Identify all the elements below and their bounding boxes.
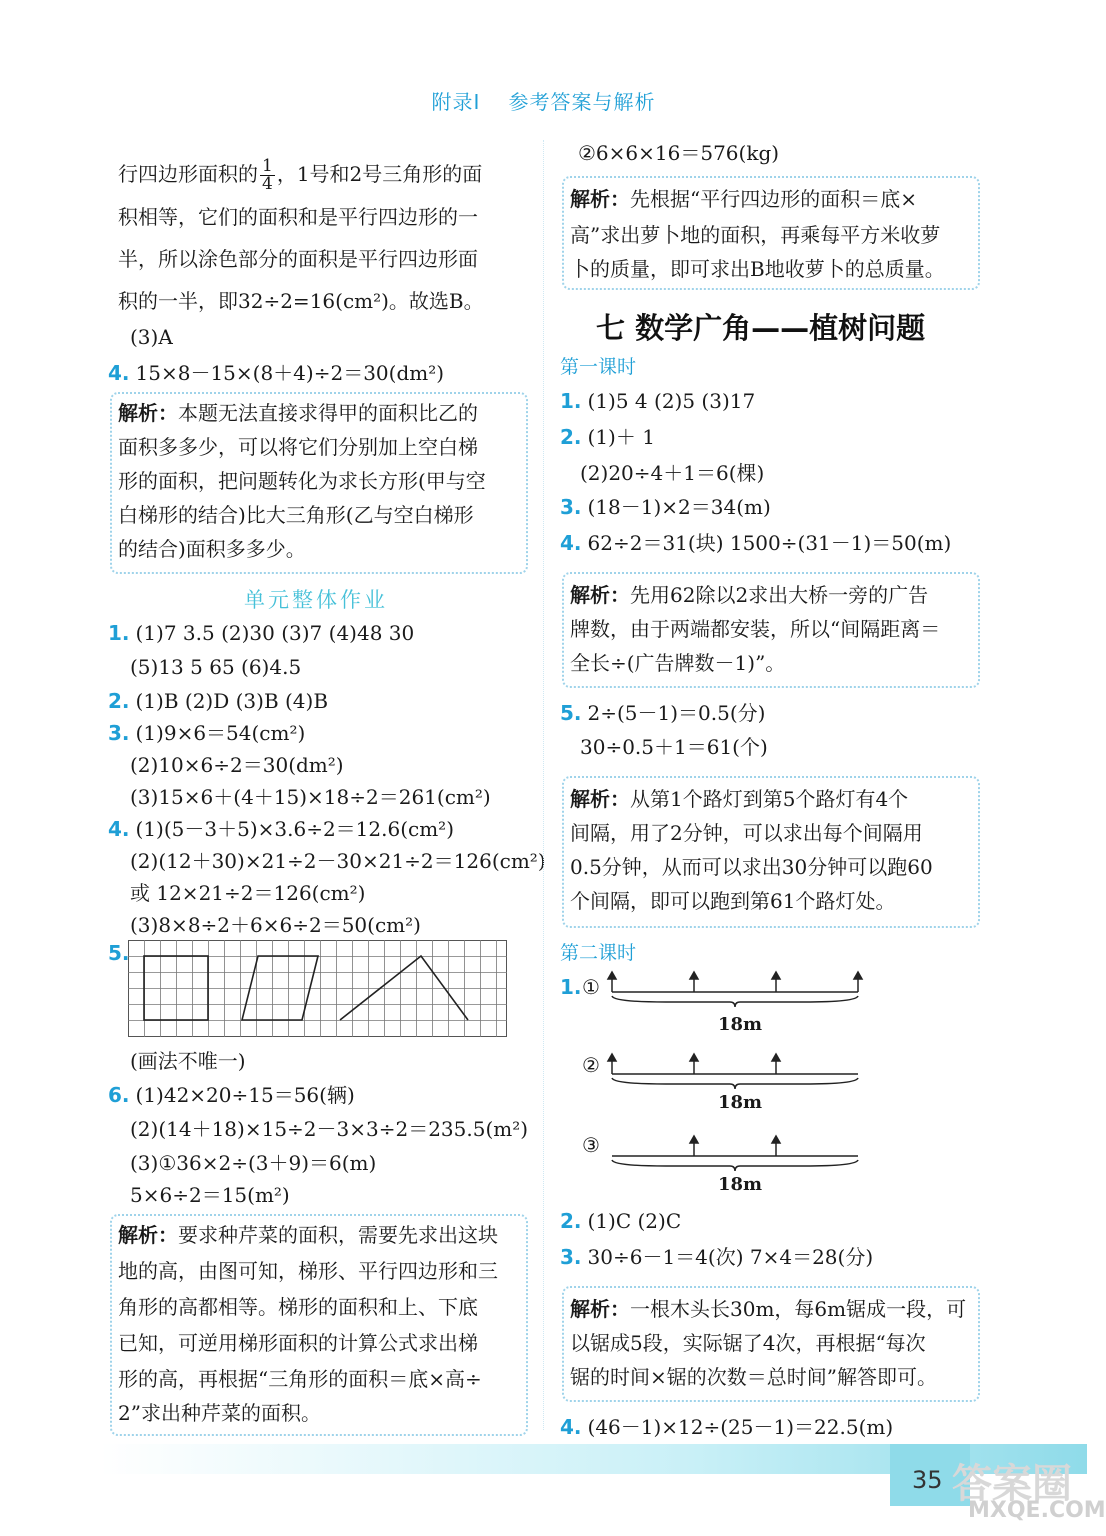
answer-u1b: (5)13 5 65 (6)4.5 [130, 655, 302, 679]
analysis-line: 间隔，用了2分钟，可以求出每个间隔用 [570, 821, 923, 845]
answer-u6b: (2)(14＋18)×15÷2－3×3÷2＝235.5(m²) [130, 1117, 529, 1141]
answer-a5b: 30÷0.5＋1＝61(个) [580, 735, 768, 759]
analysis-line: 地的高，由图可知，梯形、平行四边形和三 [118, 1259, 498, 1283]
parallelogram-shape [242, 956, 318, 1020]
answer-u6d: 5×6÷2＝15(m²) [130, 1183, 290, 1207]
tree-diagram-1 [606, 970, 866, 1010]
answer-a5: 5. 2÷(5－1)＝0.5(分) [560, 701, 766, 725]
answer-u2: 2. (1)B (2)D (3)B (4)B [108, 689, 329, 713]
answer-line: ②6×6×16＝576(kg) [578, 141, 780, 165]
analysis-line: 牌数，由于两端都安装，所以“间隔距离＝ [570, 617, 941, 641]
answer-a2: 2. (1)＋ 1 [560, 425, 655, 449]
length-label: 18m [718, 1014, 763, 1035]
text-line: 行四边形面积的 $\frac{1}{4}$ ，1号和2号三角形的面 [118, 156, 483, 194]
answer-b3: 3. 30÷6－1＝4(次) 7×4＝28(分) [560, 1245, 874, 1269]
answer-line: (3)A [130, 325, 173, 349]
analysis-line: 解析：先根据“平行四边形的面积＝底× [570, 187, 917, 211]
column-divider [543, 140, 544, 1430]
answer-u3: 3. (1)9×6＝54(cm²) [108, 721, 306, 745]
answer-u4c: 或 12×21÷2＝126(cm²) [130, 881, 366, 905]
answer-b2: 2. (1)C (2)C [560, 1209, 682, 1233]
text-line: 半，所以涂色部分的面积是平行四边形面 [118, 247, 478, 271]
header-title: 参考答案与解析 [508, 90, 656, 114]
analysis-line: 面积多多少，可以将它们分别加上空白梯 [118, 435, 478, 459]
lesson-heading: 第二课时 [560, 942, 637, 964]
analysis-line: 解析：要求种芹菜的面积，需要先求出这块 [118, 1223, 498, 1247]
answer-a4: 4. 62÷2＝31(块) 1500÷(31－1)＝50(m) [560, 531, 952, 555]
tree-diagram-3 [606, 1134, 866, 1174]
answer-u5: 5. [108, 941, 130, 965]
appendix-label: 附录Ⅰ [431, 90, 481, 114]
answer-u3c: (3)15×6＋(4＋15)×18÷2＝261(cm²) [130, 785, 491, 809]
analysis-line: 的结合)面积多多少。 [118, 537, 306, 561]
square-shape [144, 956, 208, 1020]
answer-a1: 1. (1)5 4 (2)5 (3)17 [560, 389, 756, 413]
analysis-line: 解析：先用62除以2求出大桥一旁的广告 [570, 583, 929, 607]
chapter-title: 七 数学广角——植树问题 [596, 311, 926, 345]
answer-u3b: (2)10×6÷2＝30(dm²) [130, 753, 344, 777]
analysis-line: 解析：本题无法直接求得甲的面积比乙的 [118, 401, 478, 425]
analysis-line: 全长÷(广告牌数－1)”。 [570, 651, 786, 675]
analysis-line: 2”求出种芹菜的面积。 [118, 1401, 321, 1425]
lesson-heading: 第一课时 [560, 356, 637, 378]
analysis-line: 卜的质量，即可求出B地收萝卜的总质量。 [570, 257, 945, 281]
analysis-line: 形的高，再根据“三角形的面积＝底×高÷ [118, 1367, 482, 1391]
answer-a3: 3. (18－1)×2＝34(m) [560, 495, 771, 519]
analysis-line: 以锯成5段，实际锯了4次，再根据“每次 [570, 1331, 926, 1355]
analysis-line: 解析：一根木头长30m，每6m锯成一段，可 [570, 1297, 967, 1321]
text-line: 积相等，它们的面积和是平行四边形的一 [118, 205, 478, 229]
length-label: 18m [718, 1092, 763, 1113]
length-label: 18m [718, 1174, 763, 1195]
answer-u6: 6. (1)42×20÷15＝56(辆) [108, 1083, 355, 1107]
tree-diagram-2 [606, 1052, 866, 1092]
analysis-line: 个间隔，即可以跑到第61个路灯处。 [570, 889, 896, 913]
answer-q4: 4. 15×8－15×(8＋4)÷2＝30(dm²) [108, 361, 445, 385]
page-header [0, 86, 1087, 115]
answer-b4: 4. (46－1)×12÷(25－1)＝22.5(m) [560, 1415, 894, 1439]
text-line: 积的一半，即32÷2=16(cm²)。故选B。 [118, 289, 484, 313]
analysis-line: 已知，可逆用梯形面积的计算公式求出梯 [118, 1331, 478, 1355]
fraction: $\frac{1}{4}$ [262, 156, 273, 194]
diagram-label: ③ [582, 1133, 600, 1157]
answer-u4d: (3)8×8÷2＋6×6÷2＝50(cm²) [130, 913, 421, 937]
answer-u4: 4. (1)(5－3＋5)×3.6÷2＝12.6(cm²) [108, 817, 454, 841]
analysis-line: 0.5分钟，从而可以求出30分钟可以跑60 [570, 855, 933, 879]
answer-u1: 1. (1)7 3.5 (2)30 (3)7 (4)48 30 [108, 621, 415, 645]
page-number: 35 [912, 1466, 943, 1494]
diagram-label: ① [582, 975, 600, 999]
analysis-line: 高”求出萝卜地的面积，再乘每平方米收萝 [570, 223, 941, 247]
answer-b1: 1. [560, 975, 582, 999]
answer-u4b: (2)(12＋30)×21÷2－30×21÷2＝126(cm²) [130, 849, 546, 873]
watermark-logo: 答案圈 [952, 1461, 1072, 1507]
analysis-line: 形的面积，把问题转化为求长方形(甲与空 [118, 469, 486, 493]
diagram-label: ② [582, 1053, 600, 1077]
grid-drawing [128, 940, 508, 1038]
analysis-line: 角形的高都相等。梯形的面积和上、下底 [118, 1295, 478, 1319]
analysis-line: 白梯形的结合)比大三角形(乙与空白梯形 [118, 503, 474, 527]
analysis-line: 解析：从第1个路灯到第5个路灯有4个 [570, 787, 909, 811]
watermark-url: MXQE.COM [968, 1498, 1106, 1523]
unit-title: 单元整体作业 [244, 588, 388, 612]
answer-u6c: (3)①36×2÷(3＋9)＝6(m) [130, 1151, 377, 1175]
drawing-note: (画法不唯一) [130, 1049, 246, 1073]
analysis-line: 锯的时间×锯的次数＝总时间”解答即可。 [570, 1365, 937, 1389]
answer-a2b: (2)20÷4＋1＝6(棵) [580, 461, 765, 485]
